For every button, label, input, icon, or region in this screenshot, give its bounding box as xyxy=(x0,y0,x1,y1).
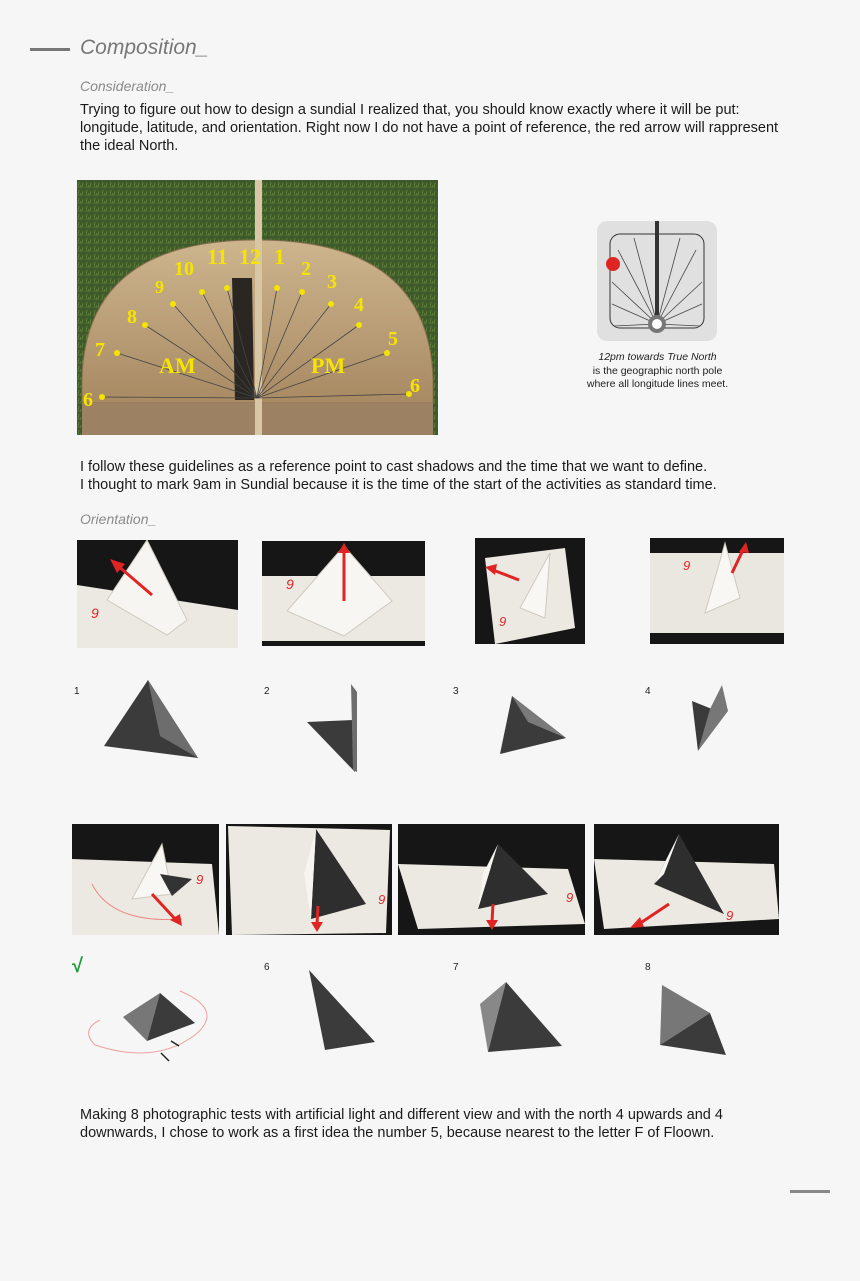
hour-2: 2 xyxy=(301,258,311,280)
orientation-photo-8 xyxy=(594,824,779,935)
test-number-3: 3 xyxy=(453,686,459,697)
hour-3: 3 xyxy=(327,271,337,293)
shape-5-icon xyxy=(85,985,215,1065)
hour-11: 11 xyxy=(207,244,228,269)
shape-2-icon xyxy=(305,682,361,774)
photo-1-mark: 9 xyxy=(91,605,99,621)
page-title: Composition_ xyxy=(80,36,209,59)
hour-9: 9 xyxy=(155,277,164,297)
shape-4-icon xyxy=(690,683,730,753)
sundial-photo xyxy=(77,180,438,435)
sundial-diagram xyxy=(596,220,718,342)
orientation-heading: Orientation_ xyxy=(80,511,157,527)
guidelines-paragraph xyxy=(80,458,800,494)
shape-7-icon xyxy=(478,980,564,1054)
photo-6-mark: 9 xyxy=(378,892,386,907)
conclusion-paragraph: Making 8 photographic tests with artificial light and different view and with the north 4 upwards and 4 downwards, I chose to work as a first idea the number 5, because nearest to the letter F of Floown. xyxy=(80,1107,723,1141)
orientation-photo-5 xyxy=(72,824,219,935)
consideration-heading: Consideration_ xyxy=(80,78,175,94)
guidelines-line-1: I follow these guidelines as a reference point to cast shadows and the time that we want to define. xyxy=(80,459,708,475)
test-number-6: 6 xyxy=(264,962,270,973)
title-rule xyxy=(30,48,70,51)
caption-line-2: is the geographic north pole xyxy=(592,364,723,377)
hour-7: 7 xyxy=(95,339,105,361)
orientation-photo-4 xyxy=(650,538,784,644)
hour-12: 12 xyxy=(239,244,261,269)
shape-6-icon xyxy=(305,968,377,1062)
hour-6pm: 6 xyxy=(410,375,420,397)
caption-line-3: where all longitude lines meet. xyxy=(586,378,729,390)
test-number-2: 2 xyxy=(264,686,270,697)
footer-rule xyxy=(790,1190,830,1193)
hour-8: 8 xyxy=(127,306,137,328)
orientation-photo-1 xyxy=(77,540,238,648)
diagram-caption xyxy=(560,351,755,392)
consideration-paragraph: Trying to figure out how to design a sundial I realized that, you should know exactly where it will be put: longitude, latitude, and orientation. Right now I do not have a point of reference, the red arrow will rappresent the ideal North. xyxy=(80,102,779,154)
orientation-photo-6 xyxy=(226,824,392,935)
hour-10: 10 xyxy=(174,258,194,280)
orientation-photo-7 xyxy=(398,824,585,935)
hour-1: 1 xyxy=(274,244,285,269)
hour-6am: 6 xyxy=(83,389,93,411)
test-number-7: 7 xyxy=(453,962,459,973)
pm-label: PM xyxy=(311,353,346,378)
photo-8-mark: 9 xyxy=(726,908,734,923)
shape-3-icon xyxy=(498,694,568,756)
caption-line-1: 12pm towards True North xyxy=(598,351,717,363)
orientation-photo-3 xyxy=(475,538,585,644)
test-number-4: 4 xyxy=(645,686,651,697)
selected-check-icon: √ xyxy=(72,955,83,977)
photo-2-mark: 9 xyxy=(286,576,294,592)
north-marker-icon xyxy=(606,257,620,271)
photo-5-mark: 9 xyxy=(196,872,204,887)
hour-4: 4 xyxy=(354,294,364,316)
hour-5: 5 xyxy=(388,328,398,350)
photo-4-mark: 9 xyxy=(683,558,691,573)
shape-8-icon xyxy=(658,983,728,1059)
orientation-photo-2 xyxy=(262,541,425,646)
shape-1-icon xyxy=(100,676,200,760)
am-label: AM xyxy=(159,353,196,378)
test-number-8: 8 xyxy=(645,962,651,973)
test-number-1: 1 xyxy=(74,686,80,697)
guidelines-line-2: I thought to mark 9am in Sundial because it is the time of the start of the activities as standard time. xyxy=(80,477,717,493)
photo-7-mark: 9 xyxy=(566,890,574,905)
photo-3-mark: 9 xyxy=(499,614,507,629)
